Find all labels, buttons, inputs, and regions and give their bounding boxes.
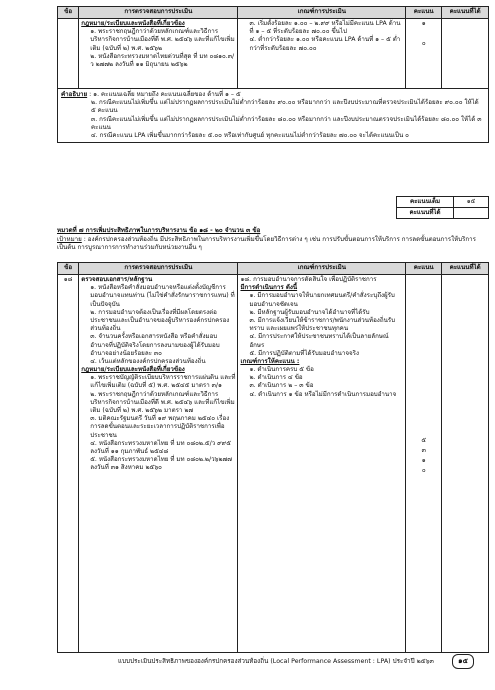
col-header-score: คะแนน <box>406 263 442 275</box>
criteria-table-item-18 <box>57 262 489 653</box>
score-value: ๕ <box>421 437 427 444</box>
criteria-item: ๓. เริ่มตั้งร้อยละ ๑.๐๐ – ๒.๙๙ หรือไม่มีคะแนน LPA ด้านที่ ๑ – ๕ ที่ระดับร้อยละ ๗๐.๐๐ ขึ้นไป <box>249 20 401 36</box>
score-value: ๐ <box>421 40 426 48</box>
score-value: ๑ <box>421 457 426 464</box>
notes-title: คำอธิบาย <box>61 91 88 98</box>
col-header-check: การตรวจสอบการประเมิน <box>79 263 238 275</box>
note-item: ๓. กรณีคะแนนไม่เพิ่มขึ้น แต่ไม่ปรากฏผลการประเมินไม่ต่ำกว่าร้อยละ ๘๐.๐๐ หรือมากกว่า และปีงบประมาณตรวจประเมินได้ร้อยละ ๘๐.๐๐ ให้ได้ ๓ คะแนน <box>91 115 482 131</box>
item-no: ๑๘ <box>58 275 79 653</box>
check-line: ๑. พระราชบัญญัติระเบียบบริหารราชการแผ่นดิน และที่แก้ไขเพิ่มเติม (ฉบับที่ ๕) พ.ศ. ๒๕๔๕ มาตรา ๓/๑ <box>90 374 236 390</box>
score-value: ๓ <box>421 447 426 454</box>
check-line: ๒. การมอบอำนาจต้องเป็นเรื่องที่มีผลโดยตรงต่อประชาชนและเป็นอำนาจของผู้บริหารองค์กรปกครองส่วนท้องถิ่น <box>90 308 230 333</box>
score-summary <box>396 196 489 219</box>
check-line: ตรวจสอบเอกสาร/หลักฐาน <box>81 276 153 283</box>
law-item: ๑. พระราชกฤษฎีกาว่าด้วยหลักเกณฑ์และวิธีการบริหารกิจการบ้านเมืองที่ดี พ.ศ. ๒๕๔๖ และที่แก้ไขเพิ่มเติม (ฉบับที่ ๒) พ.ศ. ๒๕๖๒ <box>90 28 235 52</box>
note-item: : ๑. คะแนนเฉลี่ย หมายถึง คะแนนเฉลี่ยของ ด้านที่ ๑ – ๕ <box>89 91 241 98</box>
score-cell <box>406 275 442 653</box>
got-score-label: คะแนนที่ได้ <box>397 208 454 219</box>
notes-cell <box>58 89 489 143</box>
check-line: ๔. หนังสือกระทรวงมหาดไทย ที่ มท ๐๘๐๒.๕/ว ๙๙๕ ลงวันที่ ๑๑ กุมภาพันธ์ ๒๕๔๘ <box>90 439 231 455</box>
full-score-value: ๑๕ <box>454 197 489 208</box>
law-item: ๒. หนังสือกระทรวงมหาดไทยด่วนที่สุด ที่ มท ๐๘๑๐.๓/ว ๒๗๗๒ ลงวันที่ ๑๑ มิถุนายน ๒๕๖๒ <box>90 52 235 68</box>
criteria-item: ๔. ต่ำกว่าร้อยละ ๑.๐๐ หรือคะแนน LPA ด้านที่ ๑ – ๕ ต่ำกว่าที่ระดับร้อยละ ๗๐.๐๐ <box>249 36 401 52</box>
law-heading: กฎหมาย/ระเบียบและหนังสือที่เกี่ยวข้อง <box>81 20 185 27</box>
criteria-line: ๓. มีการแจ้งเวียนให้ข้าราชการ/พนักงานส่วนท้องถิ่นรับทราบ และเผยแพร่ให้ประชาชนทุกคน <box>249 316 396 333</box>
purpose-text: : องค์กรปกครองส่วนท้องถิ่น มีประสิทธิภาพในการบริหารงานเพิ่มขึ้นโดยวิธีการต่าง ๆ เช่น การปรับขั้นตอนการให้บริการ การลดขั้นตอนการให้บริการ เป็นต้น การบูรณาการการทำงานร่วมกับหน่วยงานอื่น ๆ <box>57 236 476 252</box>
criteria-line: ๔. ดำเนินการ ๑ ข้อ หรือไม่มีการดำเนินการมอบอำนาจ <box>249 390 397 398</box>
criteria-cell <box>238 19 406 89</box>
check-line: ๓. มติคณะรัฐมนตรี วันที่ ๑๙ พฤษภาคม ๒๕๔๐ เรื่อง การลดขั้นตอนและระยะเวลาการปฏิบัติราชการเพื่อประชาชน <box>90 415 230 439</box>
criteria-line: ๒. มีหลักฐานผู้รับมอบอำนาจได้อำนาจที่ได้รับ <box>249 308 370 316</box>
criteria-line: เกณฑ์การให้คะแนน : <box>240 357 300 365</box>
page-number: ๑๕ <box>452 654 474 669</box>
check-line: ๒. พระราชกฤษฎีกาว่าด้วยหลักเกณฑ์และวิธีการบริหารกิจการบ้านเมืองที่ดี พ.ศ. ๒๕๔๖ และที่แก้ไขเพิ่มเติม (ฉบับที่ ๒) พ.ศ. ๒๕๖๒ มาตรา ๒๗ <box>90 390 235 414</box>
criteria-line: มีการดำเนินการ ดังนี้ <box>240 284 298 292</box>
check-line: ๑. หนังสือหรือคำสั่งมอบอำนาจหรือแต่งตั้งบัญชีการมอบอำนาจแทนท่าน (ไม่ใช่คำสั่งรักษาราชการแทน) ที่เป็นปัจจุบัน <box>90 284 235 308</box>
criteria-cell <box>238 275 406 653</box>
criteria-line: ๒. ดำเนินการ ๔ ข้อ <box>249 374 303 382</box>
criteria-line: ๔. มีการประกาศให้ประชาชนทราบได้เป็นลายลักษณ์อักษร <box>249 333 389 349</box>
col-header-no: ข้อ <box>58 7 79 19</box>
criteria-line: ๑. มีการมอบอำนาจให้นายกเทศมนตรี/คำสั่งระบุถึงผู้รับมอบอำนาจชัดเจน <box>249 292 395 308</box>
col-header-score-got: คะแนนที่ได้ <box>442 7 489 19</box>
check-cell <box>79 275 238 653</box>
check-line: ๔. เว้นแต่หลักของงค์กรปกครองส่วนท้องถิ่น <box>90 357 206 365</box>
got-score-value <box>454 208 489 219</box>
score-got-cell <box>442 275 489 653</box>
criteria-line: ๑. ดำเนินการครบ ๕ ข้อ <box>249 366 314 374</box>
full-score-label: คะแนนเต็ม <box>397 197 454 208</box>
col-header-check: การตรวจสอบการประเมิน <box>79 7 238 19</box>
note-item: ๒. กรณีคะแนนไม่เพิ่มขึ้น แต่ไม่ปรากฏผลการประเมินไม่ต่ำกว่าร้อยละ ๙๐.๐๐ หรือมากกว่า และปีงบประมาณที่ตรวจประเมินได้ร้อยละ ๙๐.๐๐ ให้ได้ ๕ คะแนน <box>91 99 479 115</box>
criteria-line: ๓. ดำเนินการ ๒ – ๓ ข้อ <box>249 382 314 390</box>
col-header-score-got: คะแนนที่ได้ <box>442 263 489 275</box>
score-got-cell <box>442 19 489 89</box>
score-value: ๐ <box>421 467 426 474</box>
col-header-criteria: เกณฑ์การประเมิน <box>238 263 406 275</box>
score-cell <box>406 19 442 89</box>
criteria-table-top <box>57 6 489 143</box>
section-heading: หมวดที่ ๗ การเพิ่มประสิทธิภาพในการบริหารงาน ข้อ ๑๘ - ๒๐ จำนวน ๓ ข้อ <box>57 227 261 234</box>
criteria-line: ๑๘. การมอบอำนาจการตัดสินใจ เพื่อปฏิบัติราชการ <box>240 276 377 283</box>
col-header-score: คะแนน <box>406 7 442 19</box>
note-item: ๔. กรณีคะแนน LPA เพิ่มขึ้นมากกว่าร้อยละ ๕.๐๐ หรือเท่ากับศูนย์ ทุกคะแนนไม่ต่ำกว่าร้อยละ ๗๐.๐๐ จะได้คะแนนเป็น ๐ <box>91 131 409 139</box>
check-cell <box>79 19 238 89</box>
footer-text: แบบประเมินประสิทธิภาพขององค์กรปกครองส่วนท้องถิ่น (Local Performance Assessment : LPA) ประจำปี ๒๕๖๓ <box>118 658 434 665</box>
item-no <box>58 19 79 89</box>
check-line: ๓. จำนวนครั้งหรือเอกสารหนังสือ หรือคำสั่งมอบอำนาจที่ปฏิบัติจริงโดยการลงนามของผู้ได้รับมอบอำนาจอย่างน้อยร้อยละ ๓๐ <box>90 333 220 357</box>
check-line: กฎหมาย/ระเบียบและหนังสือที่เกี่ยวข้อง <box>81 366 185 374</box>
check-line: ๕. หนังสือกระทรวงมหาดไทย ที่ มท ๐๘๐๒.๒/ว๖๒๗๗ ลงวันที่ ๓๑ สิงหาคม ๒๕๖๐ <box>90 456 232 472</box>
purpose-label: เป้าหมาย <box>57 236 82 243</box>
col-header-no: ข้อ <box>58 263 79 275</box>
col-header-criteria: เกณฑ์การประเมิน <box>238 7 406 19</box>
criteria-line: ๕. มีการปฏิบัติตามที่ได้รับมอบอำนาจจริง <box>249 349 359 357</box>
section-purpose <box>57 236 489 252</box>
score-value: ๑ <box>421 20 426 27</box>
